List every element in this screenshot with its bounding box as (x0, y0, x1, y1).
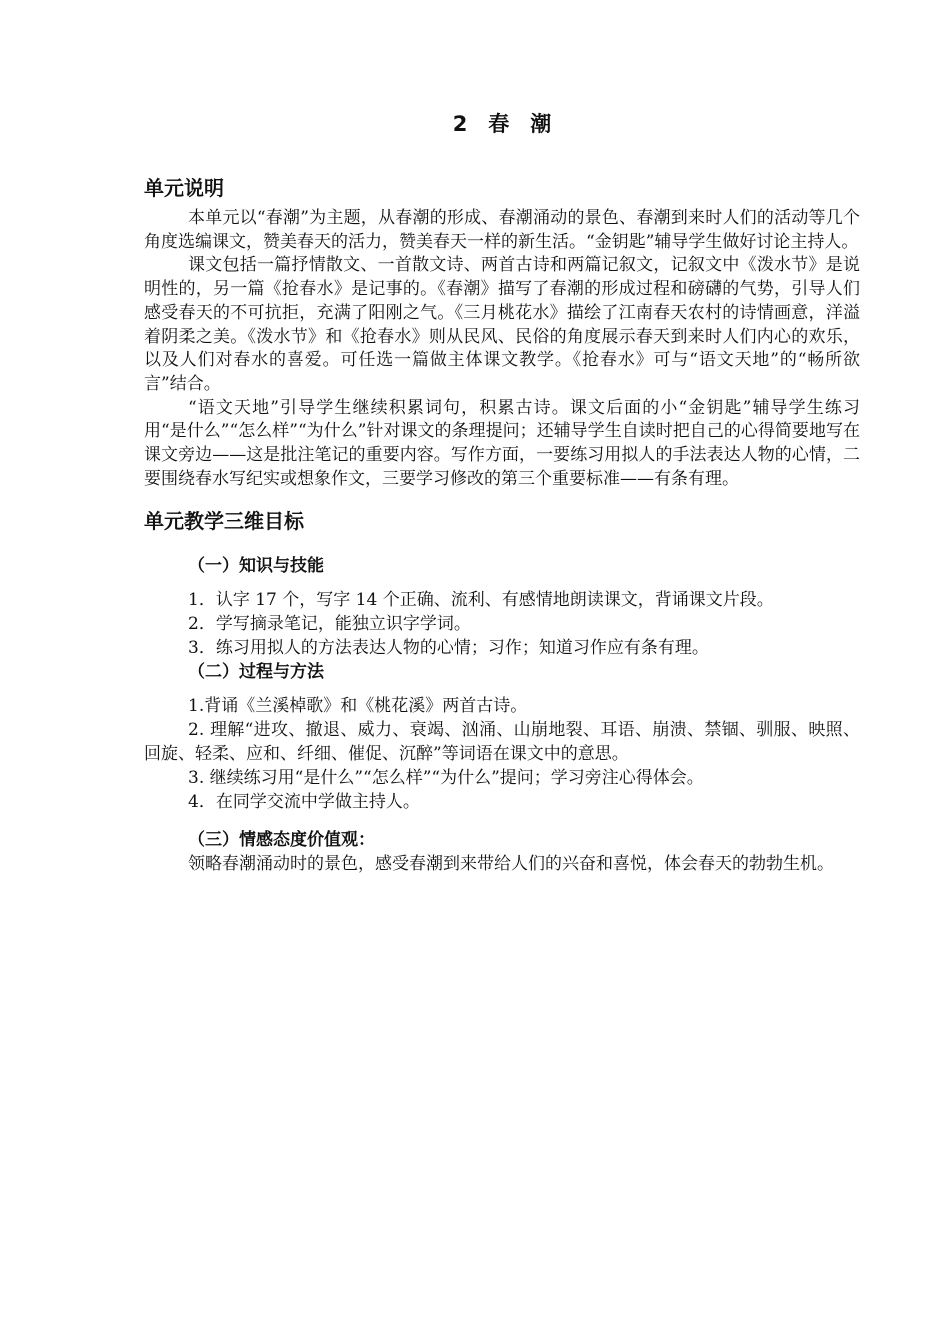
knowledge-item-2: 2．学写摘录笔记，能独立识字学词。 (188, 614, 471, 635)
unit-description-heading: 单元说明 (144, 176, 224, 200)
process-item-2: 2. 理解“进攻、撤退、威力、衰竭、汹涌、山崩地裂、耳语、崩溃、禁锢、驯服、映照、回旋、轻柔、应和、纤细、催促、沉醉”等词语在课文中的意思。 (144, 720, 860, 765)
unit-description-paragraph-1: 本单元以“春潮”为主题，从春潮的形成、春潮涌动的景色、春潮到来时人们的活动等几个角度选编课文，赞美春天的活力，赞美春天一样的新生活。“金钥匙”辅导学生做好讨论主持人。 (144, 208, 860, 252)
unit-description-paragraph-3: “语文天地”引导学生继续积累词句，积累古诗。课文后面的小“金钥匙”辅导学生练习用“是什么”“怎么样”“为什么”针对课文的条理提问；还辅导学生自读时把自己的心得简要地写在课文旁边——这是批注笔记的重要内容。写作方面，一要练习用拟人的手法表达人物的心情，二要围绕春水写纪实或想象作文，三要学习修改的第三个重要标准——有条有理。 (144, 397, 860, 489)
process-item-4: 4．在同学交流中学做主持人。 (188, 792, 420, 813)
emotion-values-text: 领略春潮涌动时的景色，感受春潮到来带给人们的兴奋和喜悦，体会春天的勃勃生机。 (188, 854, 834, 875)
emotion-values-heading: （三）情感态度价值观： (188, 830, 375, 851)
knowledge-item-1: 1．认字 17 个，写字 14 个正确、流利、有感情地朗读课文，背诵课文片段。 (188, 590, 774, 611)
knowledge-item-3: 3．练习用拟人的方法表达人物的心情；习作；知道习作应有条有理。 (188, 638, 709, 659)
process-methods-heading: （二）过程与方法 (188, 662, 324, 683)
unit-description-paragraph-2: 课文包括一篇抒情散文、一首散文诗、两首古诗和两篇记叙文，记叙文中《泼水节》是说明性的，另一篇《抢春水》是记事的。《春潮》描写了春潮的形成过程和磅礴的气势，引导人们感受春天的不可抗拒，充满了阳刚之气。《三月桃花水》描绘了江南春天农村的诗情画意，洋溢着阴柔之美。《泼水节》和《抢春水》则从民风、民俗的角度展示春天到来时人们内心的欢乐，以及人们对春水的喜爱。可任选一篇做主体课文教学。《抢春水》可与“语文天地”的“畅所欲言”结合。 (144, 255, 860, 394)
knowledge-skills-heading: （一）知识与技能 (188, 556, 324, 577)
page-title: 2 春 潮 (452, 112, 552, 136)
document-page (144, 108, 860, 876)
process-item-3: 3. 继续练习用“是什么”“怎么样”“为什么”提问；学习旁注心得体会。 (188, 768, 704, 789)
objectives-heading: 单元教学三维目标 (144, 509, 304, 534)
process-item-1: 1.背诵《兰溪棹歌》和《桃花溪》两首古诗。 (188, 696, 528, 717)
